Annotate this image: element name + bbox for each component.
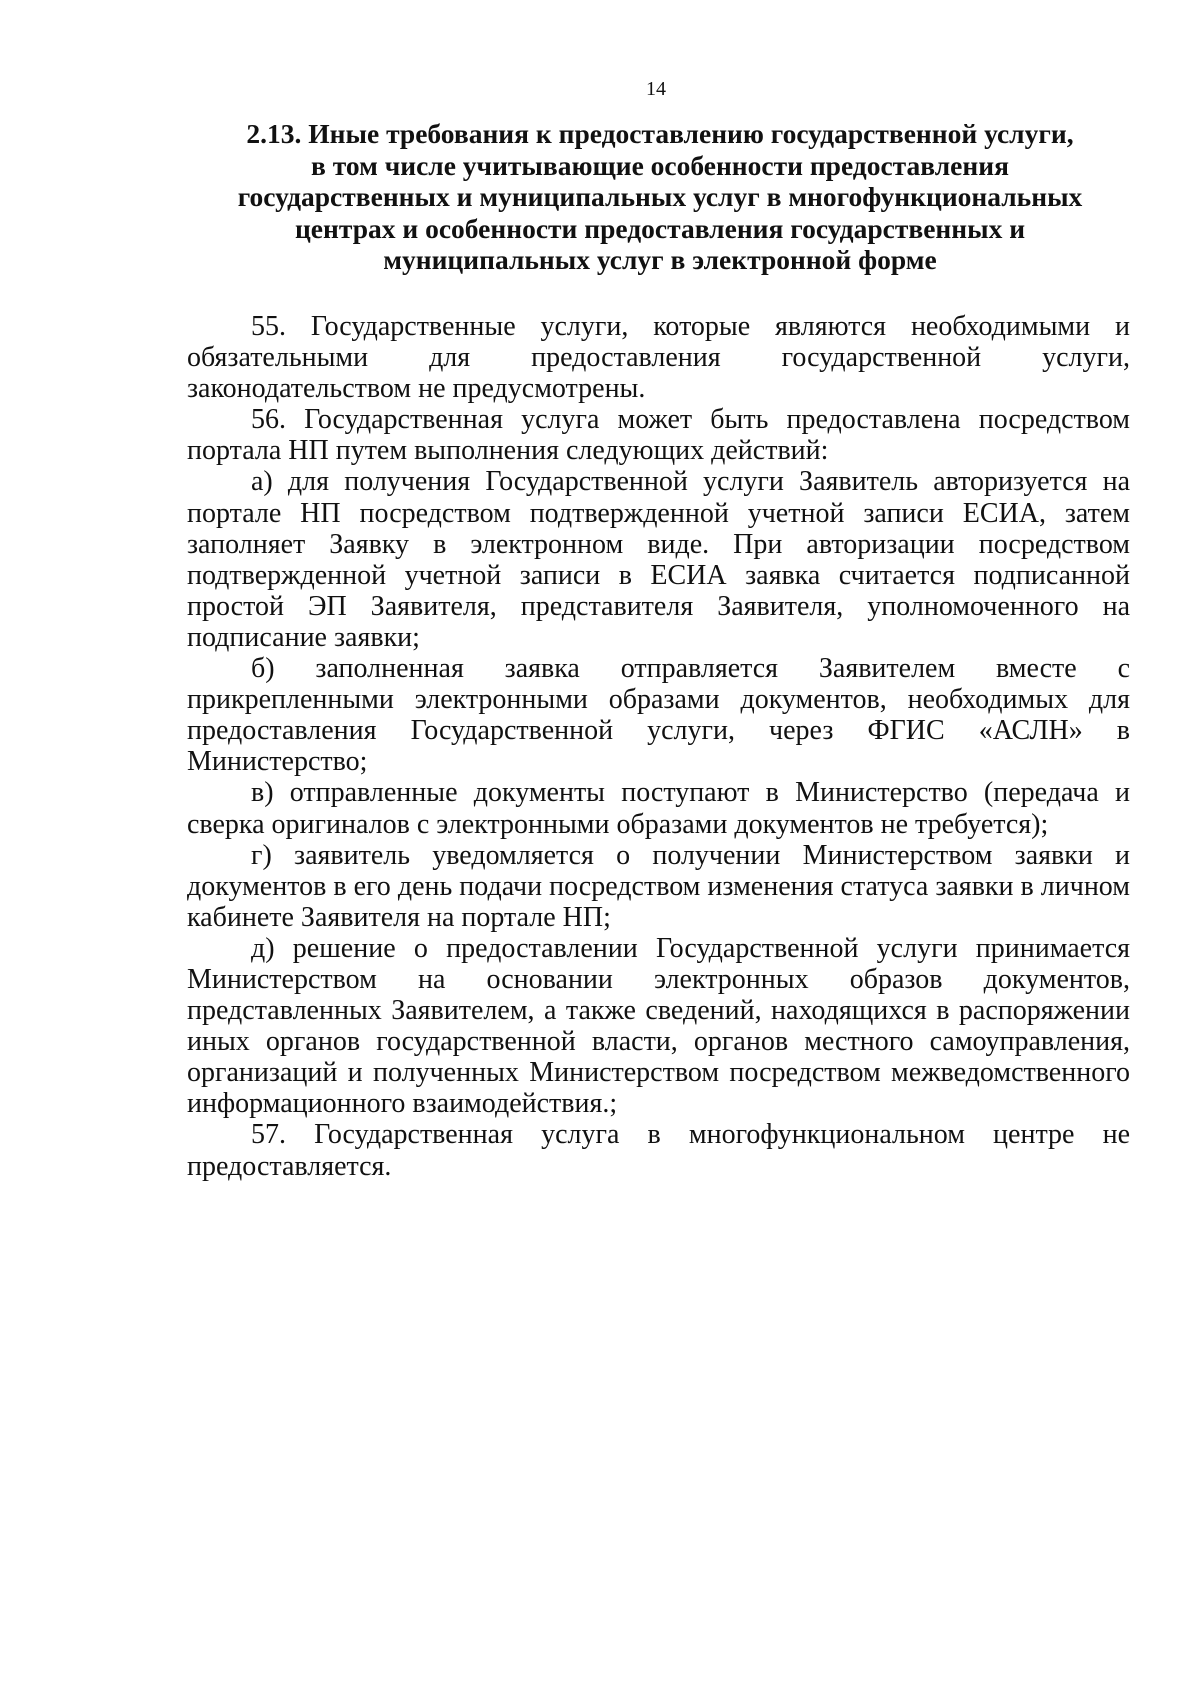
paragraph-56-d: д) решение о предоставлении Государственной услуги принимается Министерством на основании электронных образов документов, представленных Заявителем, а также сведений, находящихся в распоряжении иных органов государственной власти, органов местного самоуправления, организаций и полученных Министерством посредством межведомственного информационного взаимодействия.; [187, 932, 1130, 1120]
section-heading [200, 118, 1120, 276]
section-heading-line: государственных и муниципальных услуг в многофункциональных [237, 181, 1083, 212]
section-heading-line: в том числе учитывающие особенности предоставления [311, 149, 1009, 181]
paragraph-56-b: б) заполненная заявка отправляется Заявителем вместе с прикрепленными электронными образами документов, необходимых для предоставления Государственной услуги, через ФГИС «АСЛН» в Министерство; [187, 653, 1130, 778]
paragraph-56-g: г) заявитель уведомляется о получении Министерством заявки и документов в его день подачи посредством изменения статуса заявки в личном кабинете Заявителя на портале НП; [187, 839, 1130, 933]
paragraph-56: 56. Государственная услуга может быть предоставлена посредством портала НП путем выполнения следующих действий: [187, 404, 1130, 467]
paragraph-57: 57. Государственная услуга в многофункциональном центре не предоставляется. [187, 1119, 1130, 1182]
section-heading-line: муниципальных услуг в электронной форме [383, 244, 937, 275]
paragraph-55: 55. Государственные услуги, которые являются необходимыми и обязательными для предоставления государственной услуги, законодательством не предусмотрены. [187, 311, 1130, 405]
paragraph-56-a: а) для получения Государственной услуги Заявитель авторизуется на портале НП посредством подтвержденной учетной записи ЕСИА, затем заполняет Заявку в электронном виде. При авторизации посредством подтвержденной учетной записи в ЕСИА заявка считается подписанной простой ЭП Заявителя, представителя Заявителя, уполномоченного на подписание заявки; [187, 466, 1130, 653]
section-heading-line: центрах и особенности предоставления государственных и [294, 212, 1026, 244]
paragraph-56-v: в) отправленные документы поступают в Министерство (передача и сверка оригиналов с электронными образами документов не требуется); [187, 777, 1130, 840]
section-heading-line: 2.13. Иные требования к предоставлению государственной услуги, [246, 118, 1074, 149]
document-body [187, 311, 1130, 1182]
page-number: 14 [646, 78, 666, 100]
